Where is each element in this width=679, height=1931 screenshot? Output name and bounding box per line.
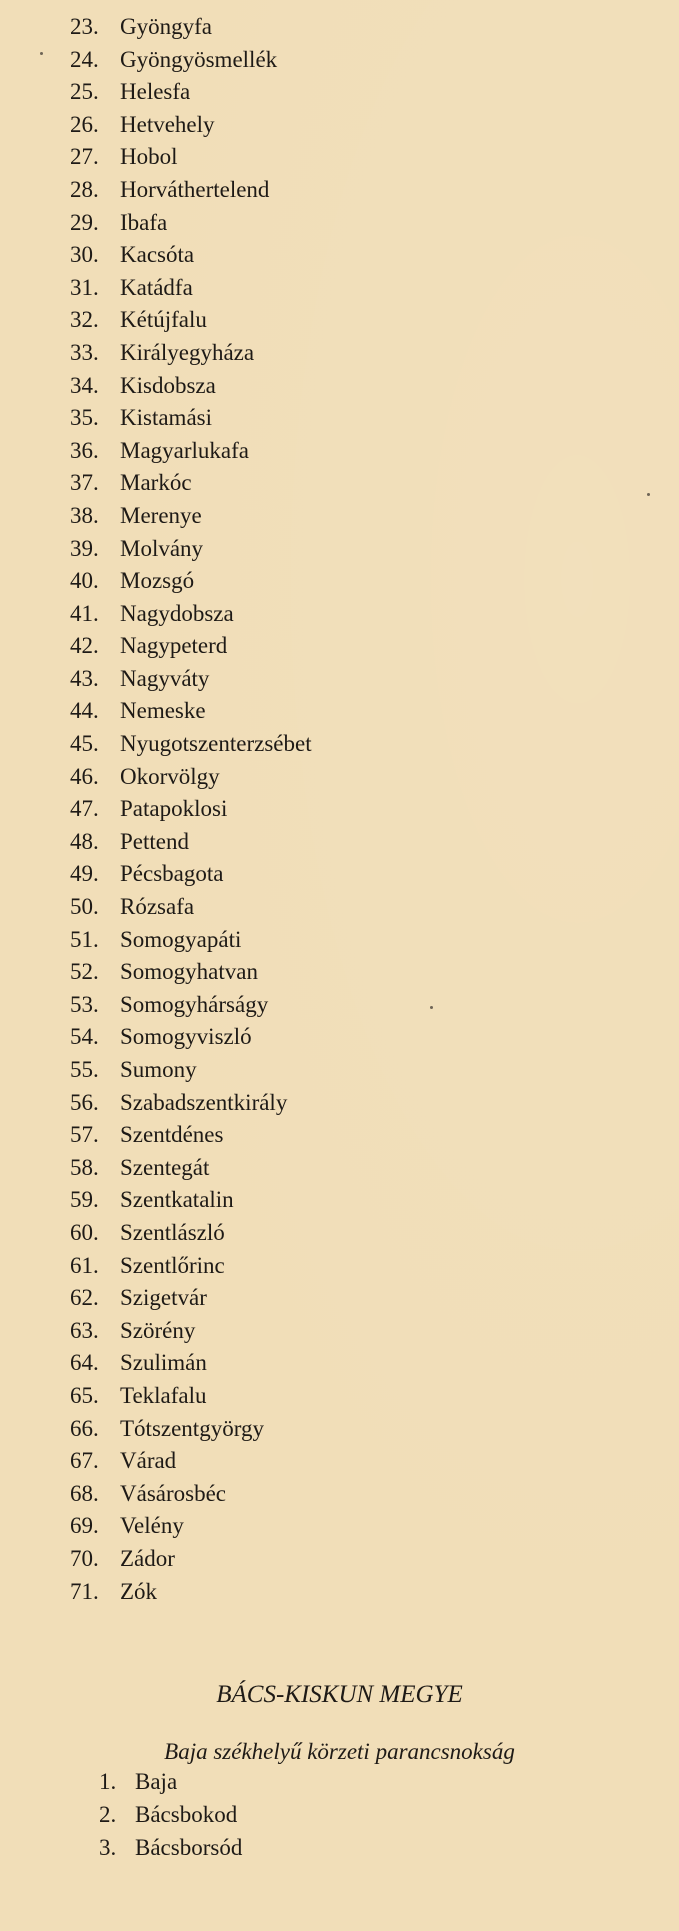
list-item [70, 533, 312, 566]
item-number: 48. [70, 828, 99, 854]
item-number: 66. [70, 1415, 99, 1441]
item-number: 36. [70, 437, 99, 463]
item-number: 64. [70, 1350, 99, 1376]
settlement-name: Királyegyháza [120, 339, 255, 365]
list-item [70, 956, 312, 989]
settlement-name: Sumony [120, 1057, 197, 1082]
list-item [70, 1347, 312, 1380]
list-item [70, 239, 312, 272]
county-heading: BÁCS-KISKUN MEGYE [216, 1681, 463, 1708]
list-item [70, 435, 312, 468]
list-item [70, 1119, 312, 1152]
item-number: 1. [99, 1769, 117, 1794]
list-item [70, 826, 312, 859]
item-number: 30. [70, 242, 99, 268]
settlement-name: Tótszentgyörgy [120, 1415, 264, 1441]
settlement-name: Kacsóta [120, 242, 195, 268]
settlement-name: Szentlászló [120, 1219, 225, 1245]
list-item [70, 663, 312, 696]
item-number: 53. [70, 991, 99, 1017]
list-item [70, 1445, 312, 1478]
settlement-name: Somogyapáti [120, 926, 242, 952]
settlement-name: Kétújfalu [120, 307, 207, 333]
settlement-name: Szulimán [120, 1350, 207, 1376]
list-item [70, 370, 312, 403]
settlement-name: Merenye [120, 502, 202, 528]
settlement-name: Gyöngyfa [120, 14, 212, 39]
item-number: 39. [70, 535, 99, 561]
settlement-name: Ibafa [120, 209, 168, 235]
item-number: 31. [70, 274, 99, 300]
item-number: 50. [70, 894, 99, 920]
item-number: 25. [70, 79, 99, 105]
settlement-name: Szentegát [120, 1154, 210, 1180]
settlement-name: Baja [135, 1769, 178, 1794]
settlement-name: Kistamási [120, 405, 212, 431]
settlement-name: Szigetvár [120, 1285, 207, 1311]
list-item [70, 109, 312, 142]
list-item [70, 1217, 312, 1250]
settlement-name: Molvány [120, 535, 204, 561]
list-item [70, 272, 312, 305]
item-number: 56. [70, 1089, 99, 1115]
settlement-name: Nagyváty [120, 665, 210, 691]
item-number: 23. [70, 14, 99, 39]
command-subheading: Baja székhelyű körzeti parancsnokság [164, 1739, 515, 1764]
settlement-name: Szentlőrinc [120, 1252, 225, 1278]
list-item [70, 924, 312, 957]
list-item [70, 304, 312, 337]
list-item [70, 858, 312, 891]
county-settlement-list [99, 1765, 242, 1864]
list-item [99, 1831, 242, 1864]
item-number: 33. [70, 339, 99, 365]
settlement-name: Nyugotszenterzsébet [120, 731, 312, 757]
item-number: 67. [70, 1448, 99, 1474]
settlement-name: Somogyhárságy [120, 991, 269, 1017]
list-item [70, 141, 312, 174]
item-number: 34. [70, 372, 99, 398]
list-item [70, 630, 312, 663]
list-item [70, 11, 312, 44]
item-number: 46. [70, 763, 99, 789]
item-number: 62. [70, 1285, 99, 1311]
item-number: 2. [99, 1802, 117, 1827]
settlement-name: Pettend [120, 828, 189, 854]
item-number: 37. [70, 470, 99, 496]
item-number: 71. [70, 1578, 99, 1604]
item-number: 55. [70, 1057, 99, 1082]
list-item [70, 891, 312, 924]
settlement-name: Nemeske [120, 698, 206, 724]
item-number: 35. [70, 405, 99, 431]
item-number: 58. [70, 1154, 99, 1180]
list-item [70, 402, 312, 435]
list-item [70, 989, 312, 1022]
list-item [70, 467, 312, 500]
settlement-name: Gyöngyösmellék [120, 46, 278, 72]
list-item [70, 1315, 312, 1348]
item-number: 69. [70, 1513, 99, 1539]
settlement-name: Szabadszentkirály [120, 1089, 288, 1115]
list-item [70, 1478, 312, 1511]
item-number: 43. [70, 665, 99, 691]
list-item [70, 500, 312, 533]
item-number: 26. [70, 111, 99, 137]
settlement-name: Várad [120, 1448, 177, 1474]
list-item [70, 76, 312, 109]
settlement-name: Somogyviszló [120, 1024, 252, 1050]
list-item [99, 1765, 242, 1798]
settlement-name: Velény [120, 1513, 184, 1539]
item-number: 65. [70, 1382, 99, 1408]
settlement-name: Somogyhatvan [120, 959, 258, 985]
settlement-name: Patapoklosi [120, 796, 228, 822]
item-number: 51. [70, 926, 99, 952]
settlement-name: Szörény [120, 1317, 196, 1343]
item-number: 3. [99, 1835, 117, 1860]
list-item [70, 1576, 312, 1609]
list-item [70, 1087, 312, 1120]
list-item [70, 598, 312, 631]
list-item [70, 207, 312, 240]
settlement-name: Nagydobsza [120, 600, 234, 626]
list-item [70, 174, 312, 207]
item-number: 29. [70, 209, 99, 235]
item-number: 24. [70, 46, 99, 72]
item-number: 47. [70, 796, 99, 822]
list-item [70, 1413, 312, 1446]
list-item [70, 1250, 312, 1283]
item-number: 44. [70, 698, 99, 724]
list-item [99, 1798, 242, 1831]
item-number: 63. [70, 1317, 99, 1343]
print-speck [647, 493, 650, 496]
settlement-name: Zádor [120, 1545, 175, 1571]
settlement-name: Okorvölgy [120, 763, 220, 789]
settlement-name: Teklafalu [120, 1382, 207, 1408]
item-number: 61. [70, 1252, 99, 1278]
print-speck [430, 1006, 433, 1009]
settlement-name: Bácsborsód [135, 1835, 243, 1860]
item-number: 38. [70, 502, 99, 528]
list-item [70, 1021, 312, 1054]
list-item [70, 1184, 312, 1217]
item-number: 57. [70, 1122, 99, 1148]
item-number: 52. [70, 959, 99, 985]
settlement-name: Szentkatalin [120, 1187, 234, 1213]
settlement-name: Nagypeterd [120, 633, 228, 659]
item-number: 27. [70, 144, 99, 170]
list-item [70, 728, 312, 761]
item-number: 70. [70, 1545, 99, 1571]
settlement-name: Magyarlukafa [120, 437, 249, 463]
settlement-name: Markóc [120, 470, 192, 496]
list-item [70, 337, 312, 370]
item-number: 59. [70, 1187, 99, 1213]
settlement-name: Vásárosbéc [120, 1480, 227, 1506]
list-item [70, 44, 312, 77]
list-item [70, 1282, 312, 1315]
settlement-name: Hobol [120, 144, 178, 170]
item-number: 49. [70, 861, 99, 887]
list-item [70, 1152, 312, 1185]
list-item [70, 565, 312, 598]
settlement-name: Kisdobsza [120, 372, 216, 398]
list-item [70, 761, 312, 794]
list-item [70, 1510, 312, 1543]
settlement-name: Helesfa [120, 79, 191, 105]
item-number: 28. [70, 176, 99, 202]
list-item [70, 1054, 312, 1087]
settlement-name: Zók [120, 1578, 158, 1604]
print-speck [40, 52, 43, 55]
settlement-list [70, 11, 312, 1608]
list-item [70, 793, 312, 826]
settlement-name: Katádfa [120, 274, 193, 300]
list-item [70, 695, 312, 728]
list-item [70, 1543, 312, 1576]
settlement-name: Horváthertelend [120, 176, 270, 202]
settlement-name: Mozsgó [120, 568, 195, 594]
settlement-name: Rózsafa [120, 894, 195, 920]
settlement-name: Hetvehely [120, 111, 215, 137]
item-number: 42. [70, 633, 99, 659]
list-item [70, 1380, 312, 1413]
item-number: 40. [70, 568, 99, 594]
item-number: 60. [70, 1219, 99, 1245]
settlement-name: Pécsbagota [120, 861, 224, 887]
settlement-name: Szentdénes [120, 1122, 224, 1148]
item-number: 45. [70, 731, 99, 757]
item-number: 32. [70, 307, 99, 333]
item-number: 41. [70, 600, 99, 626]
item-number: 68. [70, 1480, 99, 1506]
settlement-name: Bácsbokod [135, 1802, 238, 1827]
item-number: 54. [70, 1024, 99, 1050]
